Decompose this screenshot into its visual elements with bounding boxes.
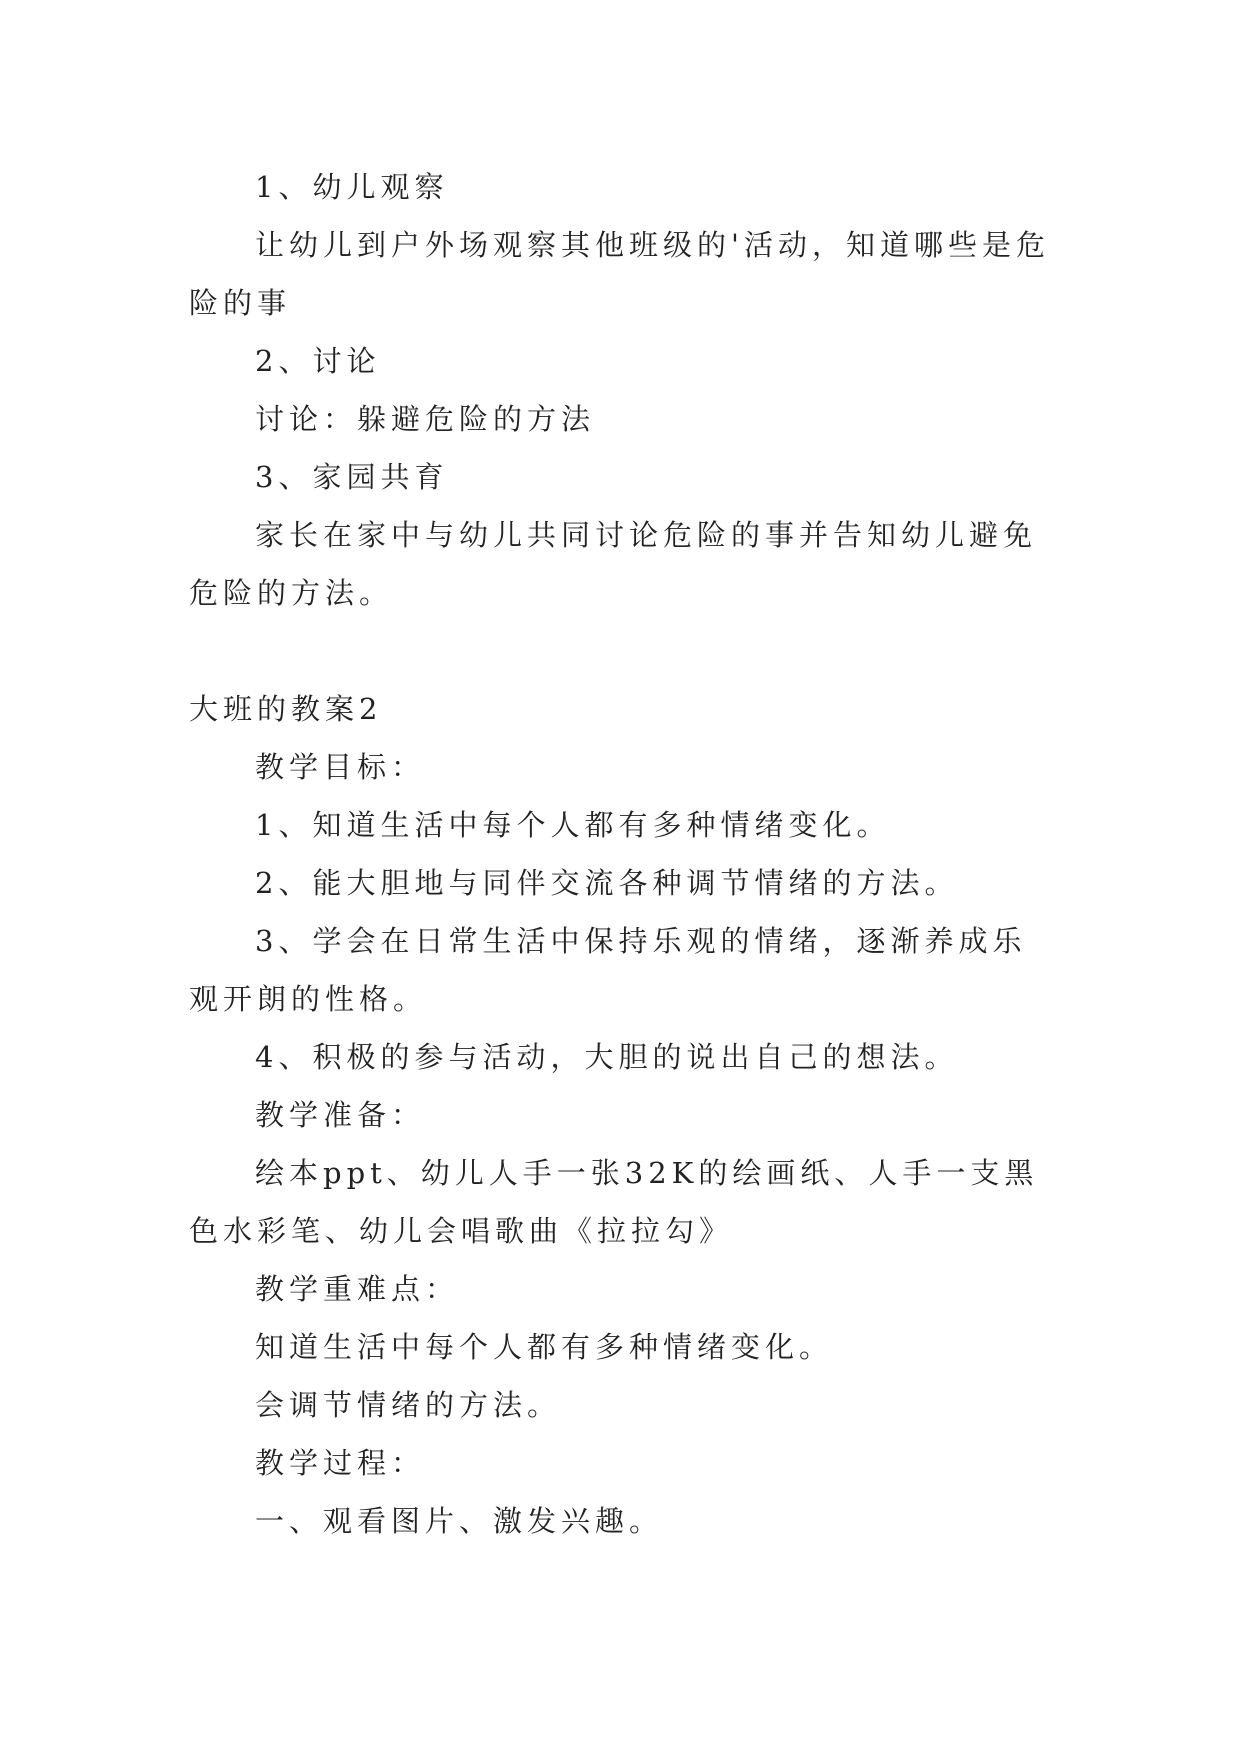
goal-item-1: 1、知道生活中每个人都有多种情绪变化。 (255, 808, 891, 842)
key-point-2: 会调节情绪的方法。 (255, 1388, 562, 1422)
step-heading-home: 3、家园共育 (255, 460, 449, 494)
section-heading: 大班的教案2 (189, 692, 383, 726)
prep-title: 教学准备： (255, 1098, 426, 1132)
paragraph-home: 家长在家中与幼儿共同讨论危险的事并告知幼儿避免危险的方法。 (189, 518, 1038, 610)
document-body (189, 158, 1059, 1550)
paragraph-observe: 让幼儿到户外场观察其他班级的'活动，知道哪些是危险的事 (189, 228, 1050, 320)
section-spacer (189, 622, 1059, 680)
goals-title: 教学目标： (255, 750, 426, 784)
paragraph-discuss: 讨论：躲避危险的方法 (255, 402, 596, 436)
step-heading-discuss: 2、讨论 (255, 344, 381, 378)
key-points-title: 教学重难点： (255, 1272, 460, 1306)
process-step-1: 一、观看图片、激发兴趣。 (255, 1504, 664, 1538)
goal-item-4: 4、积极的参与活动，大胆的说出自己的想法。 (255, 1040, 959, 1074)
goal-item-3: 3、学会在日常生活中保持乐观的情绪，逐渐养成乐观开朗的性格。 (189, 924, 1027, 1016)
goal-item-2: 2、能大胆地与同伴交流各种调节情绪的方法。 (255, 866, 959, 900)
key-point-1: 知道生活中每个人都有多种情绪变化。 (255, 1330, 834, 1364)
prep-text: 绘本ppt、幼儿人手一张32K的绘画纸、人手一支黑色水彩笔、幼儿会唱歌曲《拉拉勾》 (189, 1156, 1039, 1248)
process-title: 教学过程： (255, 1446, 426, 1480)
step-heading-observe: 1、幼儿观察 (255, 170, 449, 204)
